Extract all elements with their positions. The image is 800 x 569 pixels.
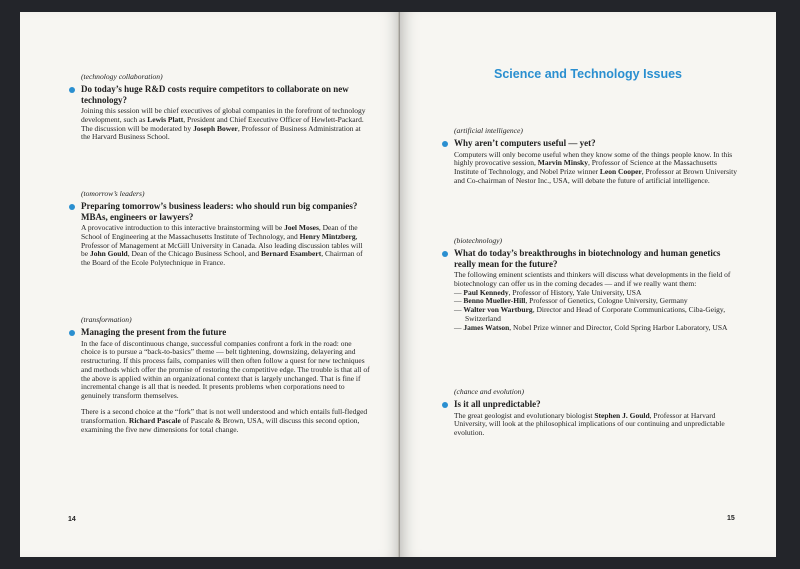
- paragraph: [454, 271, 739, 289]
- bullet-icon: [69, 330, 75, 336]
- bullet-icon: [69, 87, 75, 93]
- speaker-item: [454, 324, 739, 333]
- section-tag: (biotechnology): [454, 236, 503, 245]
- person-name: Joel Moses: [284, 223, 319, 232]
- page-title: Science and Technology Issues: [493, 67, 683, 81]
- section-technology-collaboration: [81, 72, 371, 142]
- text-run: The great geologist and evolutionary biologist: [454, 410, 595, 420]
- bullet-icon: [69, 204, 75, 210]
- paragraph: [81, 107, 371, 142]
- text-run: , Professor at Harvard University, will look at the philosophical implications of our continuing and unpredictable evolution.: [454, 410, 725, 438]
- person-name: Walter von Wartburg: [463, 305, 533, 315]
- paragraph: [81, 408, 371, 434]
- section-tag: (chance and evolution): [454, 387, 525, 396]
- person-name: Joseph Bower: [193, 123, 238, 133]
- person-name: Richard Pascale: [128, 415, 181, 425]
- paragraph: [454, 412, 739, 438]
- person-name: Benno Mueller-Hill: [463, 296, 526, 306]
- person-name: Leon Cooper: [599, 167, 642, 177]
- section-artificial-intelligence: [454, 126, 739, 186]
- paragraph: [454, 151, 739, 186]
- section-question: Do today’s huge R&D costs require competitors to collaborate on new technology?: [81, 84, 349, 105]
- text-run: , Professor of Science at the Massachusetts Institute of Technology, and Nobel Prize winner: [454, 158, 717, 177]
- section-tomorrows-leaders: [81, 189, 371, 268]
- bullet-icon: [442, 251, 448, 257]
- text-run: In the face of discontinuous change, successful companies confront a fork in the road: one choice is to pursue a “back-to-basics” theme — belt tightening, downsizing, delayering and restructuring. If this process fails, companies will then often follow a quest for new techniques and methods which offer the promise of restoring the competitive edge. The trouble is that all of the above is applied within an organizational context that is largely unchanged. That is fine if incremental change is all that is needed. It presents problems when corporations need to genuinely transform themselves.: [81, 338, 370, 401]
- left-page: [20, 12, 400, 557]
- text-run: A provocative introduction to this interactive brainstorming will be: [81, 223, 285, 232]
- section-body: [81, 107, 371, 142]
- person-name: Marvin Minsky: [537, 158, 588, 168]
- section-question: Preparing tomorrow’s business leaders: who should run big companies? MBAs, engineers or lawyers?: [81, 201, 358, 222]
- right-page: [400, 12, 776, 557]
- page-number: 15: [727, 515, 735, 522]
- text-run: —: [454, 322, 464, 332]
- person-name: James Watson: [463, 322, 510, 332]
- text-run: of Pascale & Brown, USA, will discuss this second option, examining the five new dimensions for total change.: [81, 415, 360, 434]
- text-run: , Professor of Business Administration at the Harvard Business School.: [81, 123, 361, 142]
- text-run: The following eminent scientists and thinkers will discuss what developments in the field of biotechnology can offer us in the coming decades — and if we really want them:: [454, 270, 731, 288]
- text-run: —: [454, 305, 464, 315]
- bullet-icon: [442, 141, 448, 147]
- person-name: Stephen J. Gould: [594, 410, 650, 420]
- section-chance-and-evolution: [454, 387, 739, 438]
- bullet-icon: [442, 402, 448, 408]
- person-name: Bernard Esambert: [261, 249, 322, 259]
- speaker-list: [454, 289, 739, 333]
- section-tag: (technology collaboration): [81, 72, 163, 81]
- text-run: , Dean of the School of Engineering at the Massachusetts Institute of Technology, and: [81, 223, 358, 241]
- text-run: , Nobel Prize winner and Director, Cold Spring Harbor Laboratory, USA: [509, 322, 728, 332]
- section-body: [454, 412, 739, 438]
- page-number: 14: [68, 516, 76, 523]
- text-run: , Dean of the Chicago Business School, and: [127, 249, 262, 259]
- person-name: Paul Kennedy: [463, 287, 509, 297]
- section-body: [81, 340, 371, 435]
- section-tag: (tomorrow’s leaders): [81, 189, 145, 198]
- text-run: There is a second choice at the “fork” that is not well understood and which entails full-fledged transformation.: [81, 407, 368, 425]
- text-run: , Professor of History, Yale University, USA: [508, 287, 642, 297]
- text-run: Computers will only become useful when they know some of the things people know. In this highly provocative session,: [454, 149, 733, 168]
- paragraph: [81, 340, 371, 402]
- section-question: Managing the present from the future: [81, 327, 227, 337]
- paragraph: [81, 224, 371, 268]
- section-question: Is it all unpredictable?: [454, 399, 541, 409]
- person-name: Lewis Platt: [147, 114, 184, 124]
- section-transformation: [81, 315, 371, 434]
- person-name: Henry Mintzberg: [299, 231, 356, 241]
- text-run: , Professor at Brown University and Co-chairman of Nestor Inc., USA, will debate the future of artificial intelligence.: [454, 167, 737, 185]
- text-run: , Professor of Management at McGill University in Canada. Also leading discussion tables will be: [81, 231, 363, 259]
- section-body: [454, 271, 739, 289]
- section-tag: (artificial intelligence): [454, 126, 523, 135]
- text-run: , Professor of Genetics, Cologne University, Germany: [525, 296, 688, 306]
- section-question: Why aren’t computers useful — yet?: [454, 138, 596, 148]
- text-run: , President and Chief Executive Officer of Hewlett-Packard. The discussion will be moderated by: [81, 114, 364, 133]
- section-body: [81, 224, 371, 268]
- section-question: What do today’s breakthroughs in biotechnology and human genetics really mean for the future?: [454, 248, 721, 269]
- text-run: , Director and Head of Corporate Communications, Ciba-Geigy, Switzerland: [465, 305, 726, 323]
- section-body: [454, 151, 739, 186]
- speaker-item: [454, 306, 739, 324]
- text-run: , Chairman of the Board of the Ecole Polytechnique in France.: [81, 249, 363, 268]
- person-name: John Gould: [89, 249, 128, 259]
- text-run: —: [454, 296, 464, 306]
- text-run: —: [454, 287, 464, 297]
- section-biotechnology: [454, 236, 739, 333]
- text-run: Joining this session will be chief executives of global companies in the forefront of technology development, such as: [81, 106, 366, 124]
- section-tag: (transformation): [81, 315, 132, 324]
